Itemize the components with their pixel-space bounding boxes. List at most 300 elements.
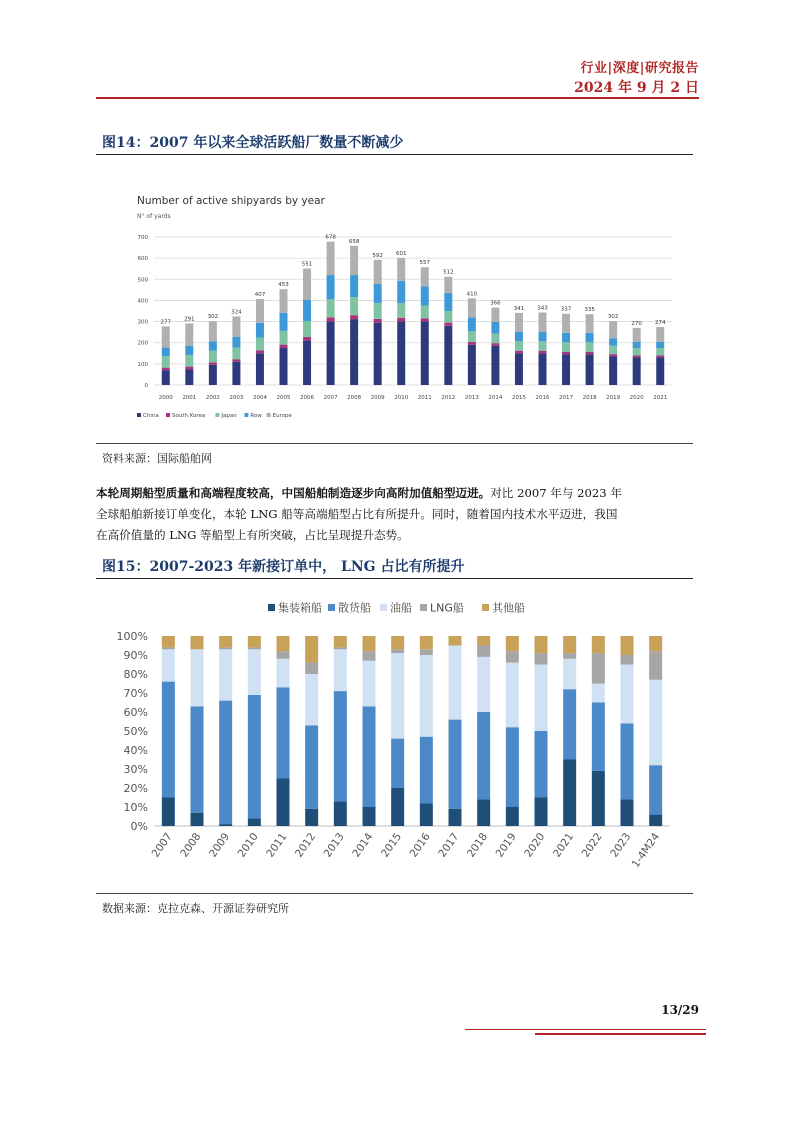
chart1-data-label: 557 (419, 260, 431, 267)
chart1-bar-segment (209, 365, 217, 385)
body-paragraph (96, 483, 696, 546)
shipyards-chart (132, 180, 677, 425)
chart1-xtick: 2005 (276, 395, 291, 401)
chart1-data-label: 324 (231, 309, 242, 316)
chart1-bar-segment (397, 303, 405, 318)
chart1-data-label: 601 (395, 250, 407, 257)
chart1-data-label: 366 (490, 300, 501, 307)
chart1-bar-segment (491, 346, 499, 385)
chart1-bar-segment (397, 281, 405, 303)
chart1-bar-segment (397, 322, 405, 385)
chart1-bar-segment (280, 313, 288, 331)
chart2-ytick: 70% (123, 687, 148, 700)
chart2-bar-segment (621, 636, 634, 655)
chart2-xtick: 2023 (608, 830, 634, 860)
chart2-xtick: 2015 (378, 830, 405, 860)
chart1-bar-segment (185, 355, 193, 367)
chart1-xtick: 2007 (323, 395, 338, 401)
chart1-bar-segment (633, 355, 641, 357)
chart1-bar-segment (586, 314, 594, 333)
chart1-data-label: 551 (301, 261, 313, 268)
chart1-bar-segment (444, 326, 452, 385)
chart1-bar-segment (303, 300, 311, 321)
chart2-legend-swatch (420, 604, 427, 611)
chart1-bar-segment (609, 356, 617, 385)
chart1-data-label: 274 (654, 320, 666, 327)
chart1-bar-segment (609, 346, 617, 354)
chart1-xtick: 2011 (417, 395, 432, 401)
chart1-bar-segment (185, 369, 193, 385)
chart2-bar-segment (391, 739, 404, 788)
paragraph-line1: 对比 2007 年与 2023 年 (490, 486, 622, 500)
chart2-bar-segment (420, 655, 433, 737)
orders-chart (110, 596, 690, 886)
chart1-bar-segment (515, 353, 523, 385)
chart2-bar-segment (334, 647, 347, 649)
chart1-bar-segment (609, 338, 617, 345)
chart2-ytick: 60% (123, 706, 148, 719)
chart1-bar-segment (185, 346, 193, 355)
chart2-bar-segment (305, 809, 318, 826)
chart1-bar-segment (562, 342, 570, 352)
chart1-bar-segment (656, 348, 664, 355)
chart1-bar-segment (256, 350, 264, 353)
chart2-bar-segment (563, 653, 576, 659)
chart1-data-label: 410 (466, 291, 478, 298)
chart1-bar-segment (280, 289, 288, 313)
chart2-bar-segment (420, 649, 433, 655)
chart1-bar-segment (209, 321, 217, 341)
chart1-ytick: 400 (137, 298, 148, 305)
chart2-xtick: 1-4M24 (629, 830, 663, 871)
chart1-bar-segment (586, 342, 594, 352)
chart1-legend-swatch (137, 413, 141, 417)
chart2-bar-segment (563, 659, 576, 689)
chart1-data-label: 453 (278, 282, 289, 289)
chart2-bar-segment (248, 649, 261, 695)
chart1-bar-segment (656, 327, 664, 342)
chart1-legend-label: Europe (272, 413, 292, 419)
chart1-bar-segment (421, 318, 429, 321)
chart1-bar-segment (515, 341, 523, 351)
chart1-bar-segment (350, 246, 358, 275)
chart1-legend-label: China (143, 413, 159, 419)
chart2-legend-swatch (482, 604, 489, 611)
chart2-xtick: 2018 (464, 830, 491, 860)
chart2-bar-segment (477, 712, 490, 799)
chart2-xtick: 2011 (264, 830, 290, 860)
chart1-bar-segment (162, 326, 170, 347)
chart1-bar-segment (350, 275, 358, 297)
chart2-bar-segment (191, 706, 204, 812)
chart1-bar-segment (421, 322, 429, 385)
chart1-bar-segment (350, 315, 358, 319)
chart2-bar-segment (649, 680, 662, 766)
chart1-bar-segment (280, 345, 288, 348)
chart1-bar-segment (185, 367, 193, 370)
chart1-xtick: 2009 (370, 395, 385, 401)
chart1-xtick: 2016 (535, 395, 550, 401)
chart2-xtick: 2010 (235, 830, 261, 860)
chart2-bar-segment (477, 657, 490, 712)
chart2-bar-segment (420, 737, 433, 804)
chart2-xtick: 2019 (493, 830, 519, 860)
chart2-bar-segment (334, 801, 347, 826)
chart1-bar-segment (633, 328, 641, 342)
chart2-bar-segment (162, 636, 175, 647)
chart1-bar-segment (633, 358, 641, 385)
chart2-bar-segment (506, 663, 519, 728)
chart1-data-label: 291 (184, 316, 195, 323)
footer-rule-thick (535, 1033, 706, 1035)
chart1-legend-label: Japan (221, 413, 237, 419)
chart1-bar-segment (609, 321, 617, 338)
chart2-bar-segment (535, 636, 548, 653)
chart1-ytick: 600 (137, 256, 148, 263)
chart2-bar-segment (363, 706, 376, 807)
chart1-xtick: 2008 (347, 395, 362, 401)
chart2-bar-segment (477, 799, 490, 826)
chart1-bar-segment (162, 368, 170, 371)
chart1-bar-segment (256, 353, 264, 385)
chart1-bar-segment (444, 293, 452, 311)
chart1-data-label: 270 (631, 320, 642, 327)
chart1-bar-segment (562, 354, 570, 385)
paragraph-line3: 在高价值量的 LNG 等船型上有所突破，占比呈现提升态势。 (96, 528, 409, 542)
chart1-bar-segment (656, 355, 664, 357)
paragraph-line2: 全球船舶新接订单变化，本轮 LNG 船等高端船型占比有所提升。同时，随着国内技术水平迈进，我国 (96, 507, 618, 521)
chart2-bar-segment (219, 636, 232, 647)
chart1-xtick: 2013 (464, 395, 479, 401)
chart2-xtick: 2007 (149, 830, 175, 860)
chart1-title: Number of active shipyards by year (137, 195, 325, 207)
chart1-legend-swatch (215, 413, 219, 417)
chart2-bar-segment (363, 651, 376, 661)
chart1-bar-segment (444, 311, 452, 323)
chart2-bar-segment (649, 815, 662, 826)
chart2-legend-swatch (380, 604, 387, 611)
chart1-bar-segment (562, 352, 570, 355)
chart2-bar-segment (535, 665, 548, 732)
chart2-bar-segment (420, 636, 433, 649)
chart2-bar-segment (334, 649, 347, 691)
chart2-bar-segment (535, 653, 548, 664)
chart1-xtick: 2012 (441, 395, 456, 401)
chart2-bar-segment (277, 779, 290, 827)
chart1-bar-segment (162, 348, 170, 356)
chart1-bar-segment (327, 275, 335, 299)
figure15-source: 数据来源：克拉克森、开源证券研究所 (102, 902, 289, 915)
chart2-bar-segment (621, 799, 634, 826)
chart2-bar-segment (506, 727, 519, 807)
chart2-xtick: 2017 (436, 830, 462, 860)
chart1-legend-swatch (244, 413, 248, 417)
chart1-bar-segment (232, 362, 240, 385)
chart1-bar-segment (539, 351, 547, 354)
chart2-bar-segment (162, 647, 175, 649)
chart1-bar-segment (491, 343, 499, 346)
chart1-xtick: 2000 (158, 395, 173, 401)
chart1-bar-segment (539, 332, 547, 342)
chart2-bar-segment (248, 695, 261, 819)
chart1-bar-segment (468, 331, 476, 342)
chart1-data-label: 678 (325, 234, 336, 241)
chart2-bar-segment (219, 649, 232, 700)
chart1-bar-segment (421, 306, 429, 319)
chart1-bar-segment (586, 333, 594, 343)
chart1-bar-segment (539, 312, 547, 331)
chart2-bar-segment (191, 649, 204, 706)
page-number: 13/29 (661, 1003, 699, 1017)
chart1-bar-segment (468, 298, 476, 317)
chart1-bar-segment (656, 358, 664, 385)
chart1-bar-segment (609, 354, 617, 356)
chart1-data-label: 512 (443, 269, 454, 276)
chart2-bar-segment (506, 807, 519, 826)
chart1-data-label: 302 (207, 314, 219, 321)
chart2-ytick: 100% (116, 630, 148, 643)
chart1-bar-segment (444, 277, 452, 293)
chart1-bar-segment (515, 313, 523, 332)
chart1-bar-segment (280, 348, 288, 385)
chart2-bar-segment (449, 636, 462, 646)
chart2-xtick: 2013 (321, 830, 347, 860)
chart2-xtick: 2012 (292, 830, 319, 860)
chart1-xtick: 2006 (300, 395, 315, 401)
chart1-bar-segment (421, 286, 429, 305)
chart2-bar-segment (563, 760, 576, 827)
chart1-xtick: 2002 (205, 395, 220, 401)
header-divider (96, 97, 699, 99)
chart2-bar-segment (649, 651, 662, 680)
chart2-xtick: 2014 (350, 830, 376, 860)
chart1-bar-segment (232, 359, 240, 362)
chart1-data-label: 341 (513, 305, 525, 312)
chart2-ytick: 40% (123, 744, 148, 757)
chart2-legend-label: LNG船 (430, 601, 464, 615)
chart2-bar-segment (563, 689, 576, 759)
chart1-bar-segment (515, 351, 523, 354)
chart1-bar-segment (633, 348, 641, 355)
chart1-data-label: 302 (607, 314, 619, 321)
chart2-bar-segment (621, 655, 634, 665)
chart1-bar-segment (586, 354, 594, 385)
chart1-bar-segment (303, 337, 311, 341)
chart1-ytick: 300 (137, 319, 148, 326)
paragraph-bold: 本轮周期船型质量和高端程度较高，中国船舶制造逐步向高附加值船型迈进。 (96, 486, 491, 500)
chart1-ytick: 500 (137, 277, 148, 284)
chart1-subtitle: N° of yards (137, 213, 171, 220)
chart1-bar-segment (468, 345, 476, 385)
chart2-bar-segment (363, 807, 376, 826)
chart1-bar-segment (232, 316, 240, 337)
chart2-bar-segment (649, 636, 662, 651)
chart2-bar-segment (506, 636, 519, 651)
chart2-xtick: 2016 (407, 830, 433, 860)
header-category: 行业|深度|研究报告 (580, 61, 699, 76)
chart1-bar-segment (303, 341, 311, 385)
chart1-bar-segment (303, 269, 311, 301)
figure14-title: 图14：2007 年以来全球活跃船厂数量不断减少 (102, 135, 404, 151)
chart1-bar-segment (539, 353, 547, 385)
chart1-bar-segment (327, 242, 335, 275)
chart2-bar-segment (305, 674, 318, 725)
chart2-bar-segment (219, 647, 232, 649)
chart1-legend-swatch (267, 413, 271, 417)
chart1-legend-label: South Korea (172, 413, 206, 419)
chart1-data-label: 277 (160, 319, 172, 326)
chart1-bar-segment (232, 348, 240, 360)
chart1-bar-segment (539, 341, 547, 351)
chart1-legend-label: Row (250, 413, 262, 419)
chart1-data-label: 343 (537, 305, 548, 312)
chart2-ytick: 80% (123, 668, 148, 681)
figure15-title: 图15：2007-2023 年新接订单中， LNG 占比有所提升 (102, 559, 465, 575)
chart2-legend-swatch (328, 604, 335, 611)
chart2-bar-segment (592, 684, 605, 703)
chart2-bar-segment (334, 691, 347, 801)
chart1-bar-segment (162, 356, 170, 368)
chart2-ytick: 20% (123, 782, 148, 795)
chart1-ytick: 100 (137, 361, 148, 368)
chart1-data-label: 658 (348, 238, 360, 245)
chart1-xtick: 2004 (252, 395, 267, 401)
chart1-xtick: 2010 (394, 395, 409, 401)
chart2-bar-segment (191, 636, 204, 649)
chart1-ytick: 0 (144, 383, 148, 389)
chart1-bar-segment (162, 370, 170, 385)
chart2-bar-segment (391, 636, 404, 649)
chart2-xtick: 2022 (579, 830, 605, 860)
chart1-bar-segment (491, 334, 499, 344)
chart2-ytick: 0% (130, 820, 148, 833)
chart1-bar-segment (562, 333, 570, 343)
chart1-bar-segment (586, 352, 594, 355)
chart2-bar-segment (535, 731, 548, 798)
chart2-bar-segment (477, 646, 490, 657)
chart2-bar-segment (248, 636, 261, 647)
chart1-xtick: 2017 (559, 395, 574, 401)
chart1-xtick: 2019 (606, 395, 621, 401)
chart1-data-label: 337 (560, 306, 572, 313)
chart1-bar-segment (327, 317, 335, 321)
chart2-ytick: 50% (123, 725, 148, 738)
chart1-bar-segment (350, 297, 358, 315)
chart1-bar-segment (515, 332, 523, 342)
chart2-xtick: 2021 (550, 830, 577, 860)
chart1-xtick: 2014 (488, 395, 503, 401)
chart1-bar-segment (256, 338, 264, 351)
chart1-bar-segment (303, 321, 311, 337)
chart1-bar-segment (280, 331, 288, 345)
chart1-bar-segment (491, 308, 499, 322)
chart1-bar-segment (232, 337, 240, 348)
chart2-bar-segment (449, 720, 462, 809)
chart2-bar-segment (592, 771, 605, 826)
chart2-xtick: 2008 (178, 830, 204, 860)
figure14-top-rule (96, 154, 693, 155)
chart2-bar-segment (277, 651, 290, 659)
chart2-bar-segment (592, 703, 605, 771)
chart2-bar-segment (334, 636, 347, 647)
chart1-xtick: 2003 (229, 395, 244, 401)
chart2-xtick: 2009 (206, 830, 233, 860)
chart2-bar-segment (477, 636, 490, 646)
chart1-bar-segment (209, 362, 217, 365)
chart1-bar-segment (256, 299, 264, 323)
footer-rule-thin (465, 1029, 706, 1030)
chart1-bar-segment (374, 284, 382, 303)
chart1-bar-segment (374, 319, 382, 323)
chart1-bar-segment (633, 342, 641, 348)
chart1-bar-segment (397, 318, 405, 322)
chart2-bar-segment (277, 636, 290, 651)
chart2-legend-label: 集装箱船 (278, 601, 322, 615)
chart1-bar-segment (327, 299, 335, 317)
chart1-xtick: 2001 (182, 395, 197, 401)
figure15-bottom-rule (96, 893, 693, 894)
chart2-bar-segment (420, 803, 433, 826)
chart2-ytick: 90% (123, 649, 148, 662)
chart1-bar-segment (397, 258, 405, 281)
chart2-bar-segment (535, 798, 548, 827)
chart2-bar-segment (162, 682, 175, 798)
chart1-bar-segment (421, 267, 429, 286)
chart1-bar-segment (256, 323, 264, 338)
chart2-bar-segment (191, 813, 204, 826)
chart2-xtick: 2020 (522, 830, 548, 860)
chart1-bar-segment (562, 314, 570, 333)
chart1-data-label: 335 (584, 307, 595, 314)
chart1-bar-segment (656, 342, 664, 348)
chart2-bar-segment (248, 647, 261, 649)
chart1-bar-segment (468, 342, 476, 345)
header-date: 2024 年 9 月 2 日 (574, 80, 699, 96)
chart1-ytick: 200 (137, 340, 148, 347)
chart2-bar-segment (391, 788, 404, 826)
chart1-bar-segment (209, 341, 217, 351)
chart1-bar-segment (491, 322, 499, 334)
chart1-xtick: 2018 (582, 395, 597, 401)
chart2-bar-segment (277, 659, 290, 688)
chart2-bar-segment (592, 636, 605, 653)
chart1-bar-segment (327, 322, 335, 385)
chart1-xtick: 2015 (511, 395, 526, 401)
chart2-bar-segment (506, 651, 519, 662)
chart2-legend-label: 其他船 (492, 601, 525, 615)
chart2-bar-segment (277, 687, 290, 778)
chart2-legend-label: 散货船 (338, 601, 371, 615)
chart2-bar-segment (219, 701, 232, 825)
chart2-bar-segment (563, 636, 576, 653)
chart2-bar-segment (162, 798, 175, 827)
chart2-bar-segment (449, 646, 462, 720)
chart2-bar-segment (363, 636, 376, 651)
chart1-bar-segment (374, 260, 382, 284)
chart2-bar-segment (248, 818, 261, 826)
chart2-bar-segment (649, 765, 662, 814)
chart2-bar-segment (162, 649, 175, 681)
figure14-bottom-rule (96, 443, 693, 444)
chart1-xtick: 2021 (653, 395, 668, 401)
chart1-bar-segment (468, 318, 476, 332)
chart2-bar-segment (363, 661, 376, 707)
chart2-bar-segment (305, 636, 318, 663)
chart1-data-label: 407 (254, 291, 266, 298)
chart1-legend-swatch (166, 413, 170, 417)
chart2-ytick: 30% (123, 763, 148, 776)
chart1-bar-segment (185, 323, 193, 345)
